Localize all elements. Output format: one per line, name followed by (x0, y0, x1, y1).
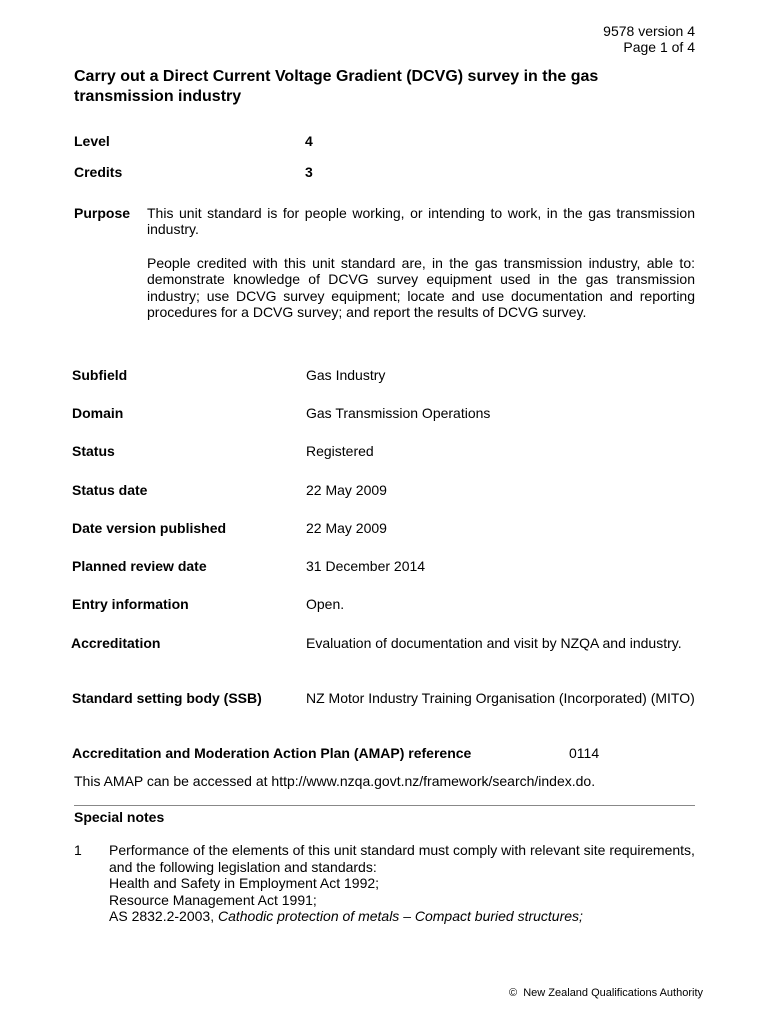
accreditation-label: Accreditation (71, 635, 161, 651)
entry-information-value: Open. (306, 596, 345, 612)
note-requirements-text: Performance of the elements of this unit standard must comply with relevant site requirements, and the following legislation and standards: (109, 842, 695, 875)
amap-label: Accreditation and Moderation Action Plan (AMAP) reference (72, 745, 472, 761)
ssb-label: Standard setting body (SSB) (72, 690, 262, 706)
accreditation-value: Evaluation of documentation and visit by NZQA and industry. (306, 635, 682, 651)
copyright-icon: © (509, 987, 518, 999)
amap-note: This AMAP can be accessed at http://www.nzqa.govt.nz/framework/search/index.do. (74, 773, 596, 789)
domain-label: Domain (72, 405, 124, 421)
credits-value: 3 (305, 164, 313, 180)
planned-review-date-label: Planned review date (72, 558, 207, 574)
credits-label: Credits (74, 164, 123, 180)
purpose-paragraph-2: People credited with this unit standard are, in the gas transmission industry, able to: demonstrate knowledge of DCVG survey equipment used in the gas transmission industry; use DCVG survey equipment; locate and use documentation and reporting procedures for a DCVG survey; and report the results of DCVG survey. (147, 255, 695, 320)
purpose-paragraph-1: This unit standard is for people working, or intending to work, in the gas transmission industry. (147, 205, 695, 238)
section-divider (74, 805, 695, 806)
note-legislation-1: Health and Safety in Employment Act 1992; (109, 875, 380, 891)
status-date-label: Status date (72, 482, 148, 498)
entry-information-label: Entry information (72, 596, 189, 612)
footer-organisation: New Zealand Qualifications Authority (523, 987, 703, 999)
status-value: Registered (306, 443, 374, 459)
note-number: 1 (74, 842, 82, 858)
purpose-label: Purpose (74, 205, 131, 221)
status-label: Status (72, 443, 115, 459)
note-legislation-2: Resource Management Act 1991; (109, 891, 317, 908)
date-version-published-value: 22 May 2009 (306, 520, 387, 536)
document-version: 9578 version 4 (603, 23, 695, 39)
level-value: 4 (305, 133, 313, 149)
note-item (109, 842, 699, 925)
date-version-published-label: Date version published (72, 520, 227, 536)
footer-copyright (509, 987, 703, 999)
subfield-value: Gas Industry (306, 367, 386, 383)
domain-value: Gas Transmission Operations (306, 405, 491, 421)
amap-value: 0114 (569, 745, 600, 761)
subfield-label: Subfield (72, 367, 128, 383)
document-title: Carry out a Direct Current Voltage Gradient (DCVG) survey in the gas transmission industry (74, 68, 599, 105)
level-label: Level (74, 133, 110, 149)
note-standard-title: Cathodic protection of metals – Compact buried structures; (217, 908, 583, 924)
note-standard (109, 908, 699, 925)
note-standard-code: AS 2832.2-2003, (109, 908, 218, 924)
ssb-value: NZ Motor Industry Training Organisation (Incorporated) (MITO) (306, 690, 695, 706)
status-date-value: 22 May 2009 (306, 482, 387, 498)
page-number: Page 1 of 4 (623, 39, 695, 55)
special-notes-heading: Special notes (74, 809, 165, 825)
planned-review-date-value: 31 December 2014 (306, 558, 426, 574)
